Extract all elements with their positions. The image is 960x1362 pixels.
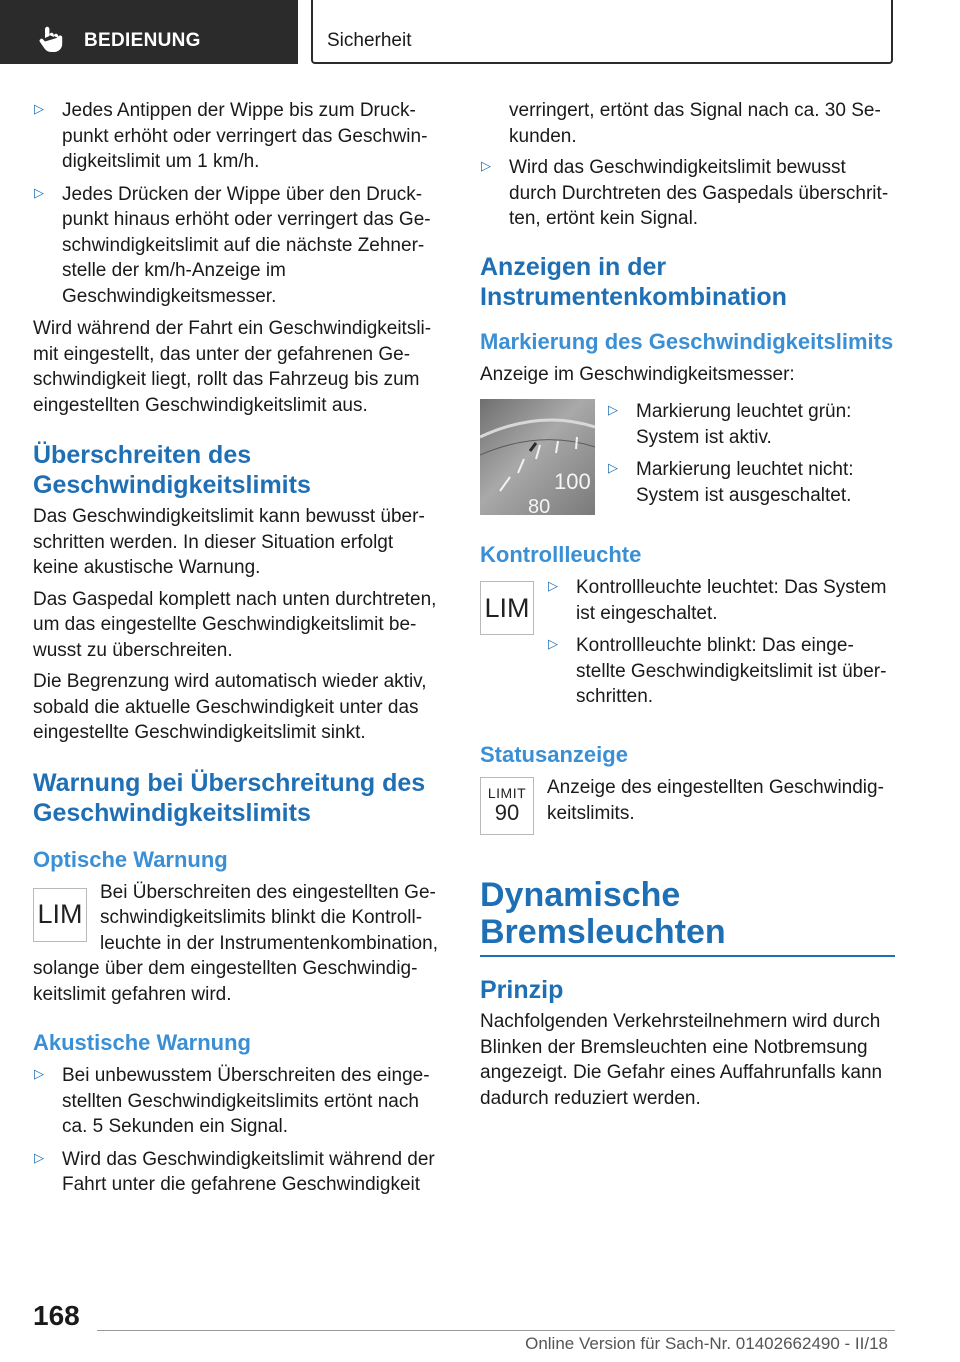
heading-principle: Prinzip	[480, 976, 564, 1004]
page-header	[0, 0, 960, 66]
list-item-text: Kontrollleuchte blinkt: Das eingestellte Geschwindigkeitslimit ist überschritten.	[576, 635, 887, 707]
limit-status-icon	[480, 777, 534, 835]
triangle-bullet-icon: ▷	[481, 158, 491, 173]
heading-optical-warning: Optische Warnung	[33, 846, 228, 872]
list-item	[547, 633, 895, 710]
paragraph-rollout: Wird während der Fahrt ein Geschwindigkeitslimit eingestellt, das unter der gefahrenen Geschwindigkeit liegt, rollt das Fahrzeug bis zum eingestellten Geschwindigkeitslimit aus.	[33, 318, 432, 416]
list-item-text: Markierung leuchtet grün: System ist aktiv.	[636, 401, 852, 448]
paragraph-status: Anzeige des eingestellten Geschwindigkeitslimits.	[547, 777, 884, 824]
page-number: 168	[33, 1300, 80, 1331]
paragraph-principle: Nachfolgenden Verkehrsteilnehmern wird durch Blinken der Bremsleuchten eine Notbremsung angezeigt. Die Gefahr eines Auffahrunfalls kann dadurch reduziert werden.	[480, 1011, 883, 1109]
limit-icon-label: LIMIT	[487, 785, 527, 801]
footer-online-version: Online Version für Sach-Nr. 01402662490 - II/18	[525, 1334, 888, 1353]
triangle-bullet-icon: ▷	[548, 578, 558, 593]
left-column	[33, 98, 443, 1205]
lim-indicator-icon: LIM	[33, 888, 87, 942]
list-item-text: Jedes Antippen der Wippe bis zum Druckpunkt erhöht oder verringert das Geschwindigkeitslimit um 1 km/h.	[62, 100, 428, 172]
right-column	[480, 98, 895, 1117]
marking-bullets	[607, 399, 895, 515]
lim-indicator-icon: LIM	[480, 581, 534, 635]
footer-rule	[97, 1330, 895, 1331]
triangle-bullet-icon: ▷	[608, 402, 618, 417]
list-item	[480, 155, 895, 232]
paragraph-exceed-3: Die Begrenzung wird automatisch wieder aktiv, sobald die aktuelle Geschwindigkeit unter das eingestellte Geschwindigkeitslimit sinkt.	[33, 671, 427, 743]
list-item	[33, 98, 443, 175]
speedometer-image	[480, 399, 595, 515]
section-tab	[0, 0, 298, 64]
heading-exceed: Überschreiten des Geschwindigkeitslimits	[33, 441, 311, 499]
list-item-text: Wird das Geschwindigkeitslimit bewusst durch Durchtreten des Gaspedals überschritten, ertönt kein Signal.	[509, 157, 889, 229]
heading-dynamic-brake-lights: Dynamische Bremsleuchten	[480, 876, 726, 951]
heading-indicator: Kontrollleuchte	[480, 542, 642, 567]
paragraph-continue: verringert, ertönt das Signal nach ca. 30 Sekunden.	[509, 100, 881, 147]
list-item	[33, 1063, 443, 1140]
indicator-bullets	[547, 575, 895, 717]
speedo-label-100: 100	[554, 469, 591, 494]
triangle-bullet-icon: ▷	[34, 1066, 44, 1081]
paragraph-exceed-2: Das Gaspedal komplett nach unten durchtreten, um das eingestellte Geschwindigkeitslimit bewusst zu überschreiten.	[33, 588, 437, 661]
paragraph-exceed-1: Das Geschwindigkeitslimit kann bewusst überschritten werden. In dieser Situation erfolgt keine akustische Warnung.	[33, 506, 425, 578]
heading-display: Anzeigen in der Instrumentenkombination	[480, 252, 787, 311]
limit-icon-value: 90	[494, 800, 520, 825]
list-item	[33, 182, 443, 310]
triangle-bullet-icon: ▷	[34, 184, 44, 200]
triangle-bullet-icon: ▷	[608, 460, 618, 475]
heading-warning: Warnung bei Überschreitung des Geschwindigkeitslimits	[33, 768, 426, 827]
status-block	[480, 775, 895, 837]
chapter-tab	[311, 0, 893, 64]
heading-acoustic-warning: Akustische Warnung	[33, 1030, 251, 1055]
speedometer-block	[480, 399, 895, 515]
list-item	[33, 1147, 443, 1198]
list-item-text: Kontrollleuchte leuchtet: Das System ist eingeschaltet.	[576, 577, 887, 624]
triangle-bullet-icon: ▷	[34, 101, 44, 116]
list-item-text: Wird das Geschwindigkeitslimit während der Fahrt unter die gefahrene Geschwindigkeit	[62, 1148, 435, 1195]
triangle-bullet-icon: ▷	[34, 1149, 44, 1165]
hand-pointer-icon	[36, 24, 66, 54]
optical-warning-block	[33, 880, 443, 957]
list-item-text: Bei unbewusstem Überschreiten des eingestellten Geschwindigkeitslimits ertönt nach ca. 5 Sekunden ein Signal.	[62, 1065, 430, 1137]
list-item-text: Markierung leuchtet nicht: System ist ausgeschaltet.	[636, 459, 854, 506]
list-item	[607, 457, 895, 508]
section-label: BEDIENUNG	[84, 30, 201, 51]
list-item-text: Jedes Drücken der Wippe über den Druckpunkt hinaus erhöht oder verringert das Geschwindigkeitslimit auf die nächste Zehnerstelle der km/h-Anzeige im Geschwindigkeitsmesser.	[62, 183, 431, 307]
heading-rule	[480, 955, 895, 957]
speedo-label-80: 80	[528, 496, 551, 515]
list-item	[607, 399, 895, 450]
heading-marking: Markierung des Geschwindigkeitslimits	[480, 328, 894, 354]
heading-status: Statusanzeige	[480, 742, 628, 767]
paragraph-marking: Anzeige im Geschwindigkeitsmesser:	[480, 363, 795, 385]
paragraph-optical-b: solange über dem eingestellten Geschwindigkeitslimit gefahren wird.	[33, 958, 418, 1005]
indicator-block	[480, 575, 895, 721]
triangle-bullet-icon: ▷	[548, 636, 558, 651]
chapter-label: Sicherheit	[327, 30, 412, 51]
list-item	[547, 575, 895, 626]
paragraph-optical-a: Bei Überschreiten des eingestellten Geschwindigkeitslimits blinkt die Kontrollleuchte in der Instrumentenkombination,	[100, 881, 438, 954]
